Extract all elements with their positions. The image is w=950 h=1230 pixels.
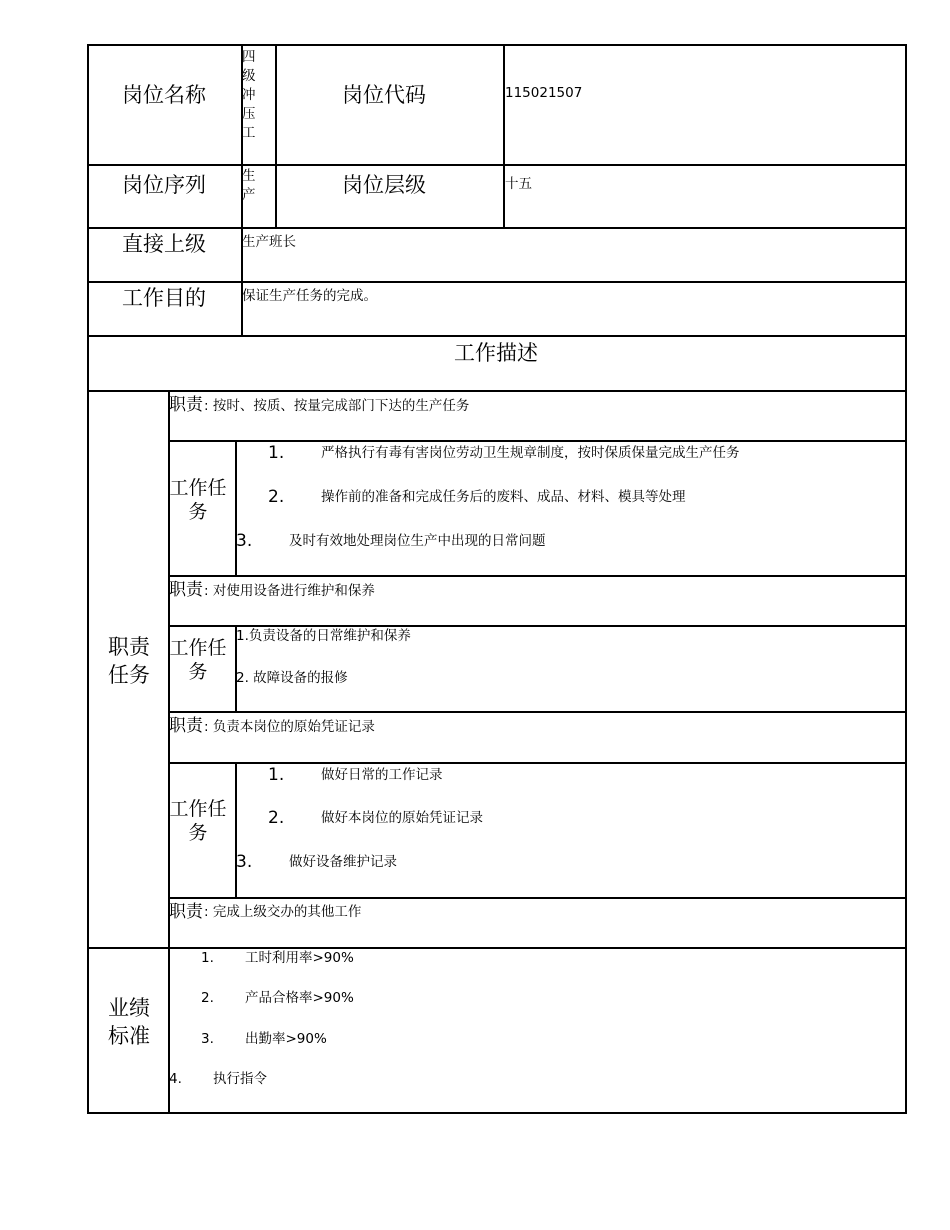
post-series-value: 生产 [242,168,256,203]
row-divider [168,575,907,577]
task-text: 操作前的准备和完成任务后的废料、成品、材料、模具等处理 [321,489,686,505]
post-series-label: 岗位序列 [122,173,206,197]
task-label [168,797,228,845]
purpose-value: 保证生产任务的完成。 [242,288,377,304]
task-label-line2: 务 [188,661,208,683]
performance-text: 出勤率>90% [245,1031,327,1047]
task-label-line1: 工作任 [169,477,227,499]
performance-number: 3. [201,1031,214,1047]
task-label-line2: 务 [188,822,208,844]
duty-side-label-line2: 任务 [108,663,150,687]
row-divider [88,164,907,166]
post-level-label: 岗位层级 [342,173,426,197]
duty-tag: 职责 [169,902,203,922]
task-label [168,476,228,524]
post-name-label: 岗位名称 [122,83,206,107]
performance-label-line2: 标准 [108,1024,150,1048]
row-divider [168,711,907,713]
post-level-value: 十五 [505,176,532,192]
row-divider [88,947,907,949]
purpose-label: 工作目的 [122,286,206,310]
duty-side-label [100,633,158,689]
row-divider [88,281,907,283]
duty-text: : 负责本岗位的原始凭证记录 [204,719,375,735]
task-number: 1. [268,765,285,785]
task-number: 2. [268,808,285,828]
row-divider [168,762,907,764]
task-label-line2: 务 [188,501,208,523]
col-divider [503,44,505,228]
table-border-top [88,44,907,46]
row-divider [88,227,907,229]
performance-text: 执行指令 [213,1071,267,1087]
duty-side-label-line1: 职责 [108,635,150,659]
row-divider [88,390,907,392]
duty-text: : 完成上级交办的其他工作 [204,904,362,920]
post-code-value: 115021507 [505,85,583,101]
col-divider [235,440,237,576]
task-label-line1: 工作任 [169,798,227,820]
table-border-left [87,44,89,1114]
task-label-line1: 工作任 [169,637,227,659]
performance-label [100,994,158,1050]
task-label [168,636,228,684]
task-text: 做好设备维护记录 [289,854,397,870]
task-text: 做好本岗位的原始凭证记录 [321,810,483,826]
task-text: 1.负责设备的日常维护和保养 [236,628,411,644]
col-divider [235,762,237,898]
row-divider [168,625,907,627]
task-text: 做好日常的工作记录 [321,767,443,783]
task-number: 1. [268,443,285,463]
duty-text: : 对使用设备进行维护和保养 [204,583,375,599]
performance-label-line1: 业绩 [108,996,150,1020]
row-divider [88,335,907,337]
row-divider [168,440,907,442]
task-number: 2. [268,487,285,507]
table-border-right [905,44,907,1114]
duty-tag: 职责 [169,580,203,600]
table-border-bottom [88,1112,907,1114]
task-text: 2. 故障设备的报修 [236,670,348,686]
col-divider [275,44,277,228]
performance-number: 4. [169,1071,182,1087]
section-title: 工作描述 [454,341,538,365]
superior-value: 生产班长 [242,234,296,250]
post-name-value: 四级冲压工 [242,49,256,141]
performance-text: 工时利用率>90% [245,950,354,966]
performance-text: 产品合格率>90% [245,990,354,1006]
task-text: 及时有效地处理岗位生产中出现的日常问题 [289,533,546,549]
duty-text: : 按时、按质、按量完成部门下达的生产任务 [204,398,470,414]
performance-number: 1. [201,950,214,966]
performance-number: 2. [201,990,214,1006]
duty-tag: 职责 [169,716,203,736]
post-code-label: 岗位代码 [342,83,426,107]
row-divider [168,897,907,899]
task-text: 严格执行有毒有害岗位劳动卫生规章制度，按时保质保量完成生产任务 [321,445,740,461]
task-number: 3. [236,531,253,551]
superior-label: 直接上级 [122,232,206,256]
duty-tag: 职责 [169,395,203,415]
task-number: 3. [236,852,253,872]
